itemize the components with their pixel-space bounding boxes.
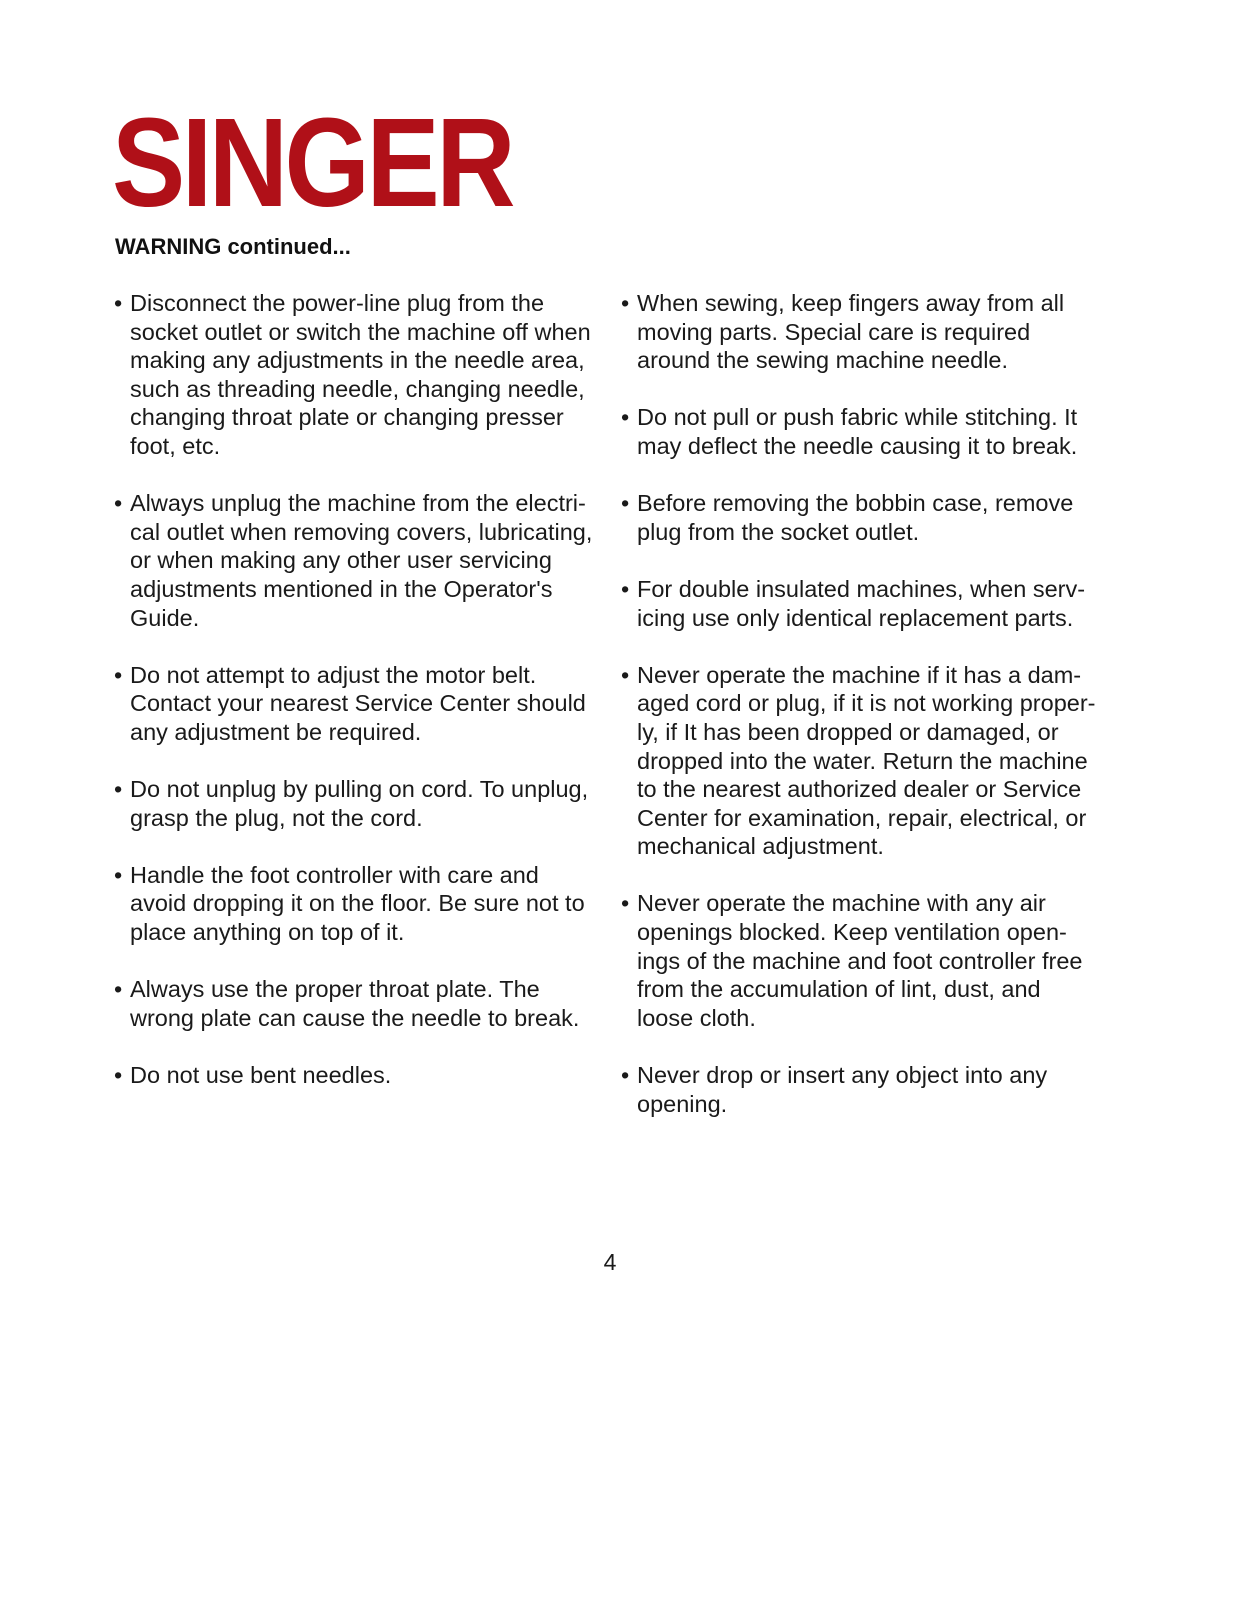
warning-item [620, 289, 1120, 375]
warning-item [113, 1061, 613, 1090]
warning-line: such as threading needle, changing needle, [130, 375, 585, 402]
warning-line: Disconnect the power-line plug from the [130, 290, 545, 316]
warning-line: from the accumulation of lint, dust, and [637, 976, 1041, 1003]
warning-line: avoid dropping it on the floor. Be sure not to [130, 890, 585, 917]
bullet-icon: • [114, 1062, 123, 1089]
warning-line: place anything on top of it. [130, 919, 405, 946]
bullet-icon: • [114, 661, 123, 688]
warning-line: Before removing the bobbin case, remove [637, 490, 1074, 517]
warning-line: opening. [637, 1090, 728, 1117]
warning-item [113, 975, 613, 1032]
bullet-icon: • [114, 861, 123, 888]
warning-line: may deflect the needle causing it to break. [637, 432, 1078, 459]
warning-line: ly, if It has been dropped or damaged, or [637, 718, 1059, 745]
warning-line: Do not pull or push fabric while stitching. It [637, 404, 1078, 431]
warning-line: wrong plate can cause the needle to break. [130, 1004, 580, 1031]
bullet-icon: • [621, 290, 630, 316]
warning-line: moving parts. Special care is required [637, 318, 1031, 345]
warning-line: icing use only identical replacement parts. [637, 604, 1074, 631]
warning-heading: WARNING continued... [115, 234, 351, 259]
warning-item [113, 489, 613, 632]
warning-line: foot, etc. [130, 432, 221, 459]
warning-line: For double insulated machines, when serv- [637, 575, 1086, 602]
bullet-icon: • [621, 1062, 630, 1089]
warning-line: openings blocked. Keep ventilation open- [637, 919, 1067, 946]
warning-line: Never operate the machine if it has a dam- [637, 661, 1082, 688]
warning-line: Center for examination, repair, electrical, or [637, 804, 1087, 831]
warning-line: mechanical adjustment. [637, 833, 884, 860]
left-warning-list [113, 289, 613, 1118]
warning-item [620, 575, 1120, 632]
bullet-icon: • [621, 661, 630, 688]
bullet-icon: • [621, 575, 630, 602]
warning-item [113, 775, 613, 832]
warning-line: aged cord or plug, if it is not working proper- [637, 690, 1096, 717]
warning-item [113, 661, 613, 747]
bullet-icon: • [114, 490, 123, 517]
bullet-icon: • [114, 290, 123, 316]
warning-line: any adjustment be required. [130, 718, 422, 745]
warning-line: adjustments mentioned in the Operator's [130, 575, 553, 602]
warning-line: around the sewing machine needle. [637, 347, 1009, 374]
warning-line: grasp the plug, not the cord. [130, 804, 423, 831]
warning-line: to the nearest authorized dealer or Service [637, 776, 1082, 803]
bullet-icon: • [621, 490, 630, 517]
warning-item [620, 889, 1120, 1032]
warning-line: plug from the socket outlet. [637, 518, 920, 545]
warning-line: Contact your nearest Service Center should [130, 690, 586, 717]
warning-item [620, 489, 1120, 546]
warning-line: making any adjustments in the needle area, [130, 347, 585, 374]
warning-item [113, 289, 613, 461]
warning-line: cal outlet when removing covers, lubricating, [130, 518, 593, 545]
bullet-icon: • [621, 890, 630, 917]
warning-line: When sewing, keep fingers away from all [637, 290, 1065, 316]
warning-line: or when making any other user servicing [130, 547, 552, 574]
warning-line: changing throat plate or changing presser [130, 404, 564, 431]
warning-line: Do not unplug by pulling on cord. To unplug, [130, 776, 589, 803]
warning-item [620, 1061, 1120, 1118]
warning-line: Do not use bent needles. [130, 1062, 392, 1089]
singer-logo [112, 92, 517, 233]
warning-line: Guide. [130, 604, 200, 631]
singer-logo-mark [112, 92, 517, 233]
right-warning-list [620, 289, 1120, 1147]
warning-item [620, 403, 1120, 460]
bullet-icon: • [621, 404, 630, 431]
page-number: 4 [603, 1249, 617, 1275]
warning-line: Always unplug the machine from the electri- [130, 490, 586, 517]
warning-line: socket outlet or switch the machine off when [130, 318, 591, 345]
warning-line: dropped into the water. Return the machine [637, 747, 1088, 774]
warning-line: Handle the foot controller with care and [130, 861, 539, 888]
warning-line: ings of the machine and foot controller free [637, 947, 1083, 974]
warning-item [620, 661, 1120, 861]
warning-line: Do not attempt to adjust the motor belt. [130, 661, 537, 688]
warning-line: Never drop or insert any object into any [637, 1062, 1048, 1089]
singer-logo-text: SINGER [112, 92, 514, 233]
warning-line: Never operate the machine with any air [637, 890, 1046, 917]
warning-line: Always use the proper throat plate. The [130, 976, 540, 1003]
warning-item [113, 861, 613, 947]
bullet-icon: • [114, 776, 123, 803]
bullet-icon: • [114, 976, 123, 1003]
warning-line: loose cloth. [637, 1004, 756, 1031]
